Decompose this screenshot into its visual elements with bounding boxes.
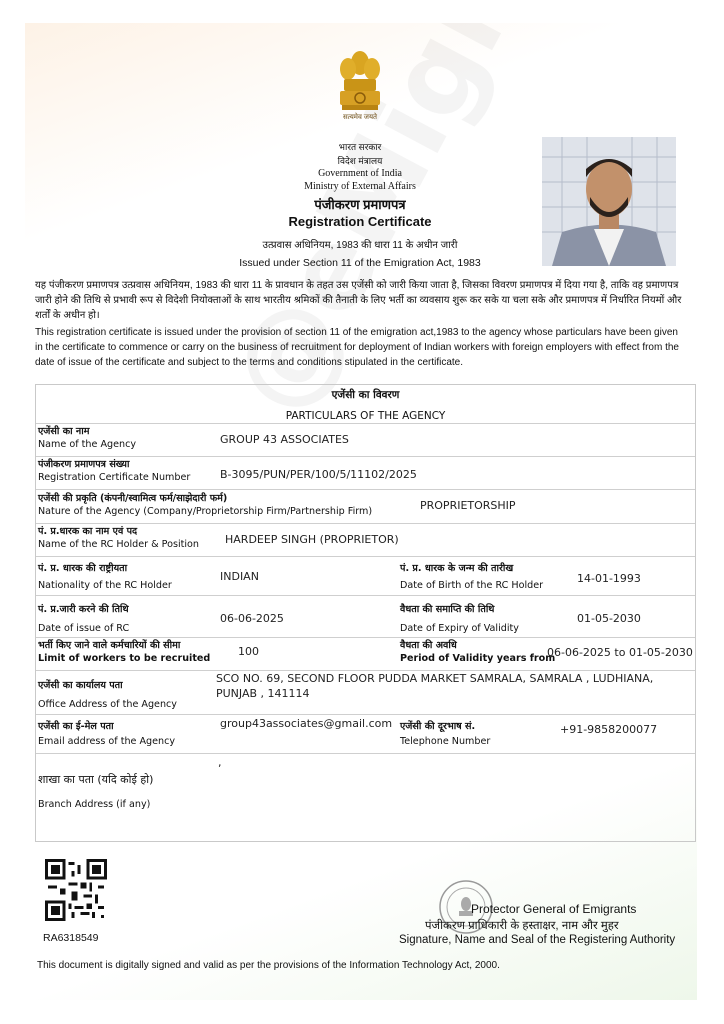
phone-label-en: Telephone Number [400,736,491,747]
rc-number-label-hi: पंजीकरण प्रमाणपत्र संख्या [38,459,130,470]
title-hi: पंजीकरण प्रमाणपत्र [314,197,406,212]
holder-label-en: Name of the RC Holder & Position [38,539,199,550]
emblem-motto: सत्यमेव जयते [342,114,378,121]
branch-value: , [218,756,222,769]
agency-name-value: GROUP 43 ASSOCIATES [220,433,349,446]
act-en: Issued under Section 11 of the Emigration Act, 1983 [239,257,481,269]
limit-value: 100 [238,645,259,658]
dob-label-hi: पं. प्र. धारक के जन्म की तारीख [400,563,514,574]
qr-reference-id: RA6318549 [43,932,99,944]
intro-english: This registration certificate is issued under the provision of section 11 of the emigration act,1983 to the agency whose particulars have been given in the certificate to commence or carry on the business of recruitment for deployment of Indian workers with foreign employers with effect from the date of issue of the certificate and subject to the terms and conditions stipulated in the certificate. [35,327,679,368]
branch-label-en: Branch Address (if any) [38,799,151,810]
row-branch-address [36,753,695,842]
period-value: 06-06-2025 to 01-05-2030 [547,646,693,659]
branch-label-hi: शाखा का पता (यदि कोई हो) [38,773,154,786]
qr-code-icon [45,859,107,921]
expiry-label-hi: वैधता की समाप्ति की तिथि [400,604,495,615]
email-label-en: Email address of the Agency [38,736,176,747]
row-nationality-dob [36,556,695,596]
row-rc-number [36,456,695,490]
phone-value: +91-9858200077 [560,723,658,736]
ministry-hi: विदेश मंत्रालय [337,156,383,166]
nationality-label-en: Nationality of the RC Holder [38,580,172,591]
holder-photo [542,137,676,266]
issue-label-hi: पं. प्र.जारी करने की तिथि [38,604,129,615]
period-label-hi: वैधता की अवधि [400,640,457,651]
issue-value: 06-06-2025 [220,612,284,625]
gov-en: Government of India [318,168,402,179]
office-label-hi: एजेंसी का कार्यालय पता [38,680,123,691]
office-value-line1: SCO NO. 69, SECOND FLOOR PUDDA MARKET SAMRALA, SAMRALA , LUDHIANA, [216,672,654,685]
period-label-en: Period of Validity years from [400,653,556,664]
expiry-label-en: Date of Expiry of Validity [400,623,519,634]
dob-value: 14-01-1993 [577,572,641,585]
signatory-name: Protector General of Emigrants [471,902,637,916]
holder-value: HARDEEP SINGH (PROPRIETOR) [225,533,399,546]
table-heading-en: PARTICULARS OF THE AGENCY [285,410,446,422]
ministry-en: Ministry of External Affairs [304,181,416,192]
row-rc-holder [36,523,695,557]
expiry-value: 01-05-2030 [577,612,641,625]
row-agency-name [36,423,695,457]
nature-value: PROPRIETORSHIP [420,499,516,512]
signatory-caption: Signature, Name and Seal of the Registering Authority [399,934,676,946]
nationality-label-hi: पं. प्र. धारक की राष्ट्रीयता [38,563,128,574]
nationality-value: INDIAN [220,570,259,583]
act-hi: उत्प्रवास अधिनियम, 1983 की धारा 11 के अधीन जारी [262,240,458,251]
gov-hi: भारत सरकार [338,142,382,152]
table-heading-hi: एजेंसी का विवरण [331,389,400,401]
digital-signature-note: This document is digitally signed and valid as per the provisions of the Information Technology Act, 2000. [37,960,500,971]
email-value: group43associates@gmail.com [220,717,393,730]
rc-number-label-en: Registration Certificate Number [38,472,191,483]
row-limit-period [36,637,695,671]
row-office-address [36,670,695,715]
signatory-hi: पंजीकरण प्राधिकारी के हस्ताक्षर, नाम और मुहर [425,920,619,932]
nature-label-en: Nature of the Agency (Company/Proprietorship Firm/Partnership Firm) [38,506,373,517]
agency-name-label-hi: एजेंसी का नाम [38,426,90,437]
rc-number-value: B-3095/PUN/PER/100/5/11102/2025 [220,468,417,481]
limit-label-en: Limit of workers to be recruited [38,653,211,664]
row-agency-nature [36,489,695,524]
row-email-phone [36,714,695,754]
email-label-hi: एजेंसी का ई-मेल पता [38,721,114,732]
intro-hindi: यह पंजीकरण प्रमाणपत्र उत्प्रवास अधिनियम, 1983 की धारा 11 के प्रावधान के तहत उस एजेंसी को जारी किया जाता है, जिसका विवरण प्रमाणपत्र में दिया गया है, ताकि वह प्रमाणपत्र जारी होने की तिथि से प्रभावी रूप से विदेशी नियोक्ताओं के साथ भारतीय श्रमिकों की तैनाती के लिए भर्ती का व्यवसाय शुरू कर सके या चला सके और प्रमाणपत्र में निर्धारित नियमों और शर्तों के अधीन हो। [35,280,682,321]
certificate-page [25,23,697,1000]
phone-label-hi: एजेंसी की दूरभाष सं. [400,721,476,732]
nature-label-hi: एजेंसी की प्रकृति (कंपनी/स्वामित्व फर्म/साझेदारी फर्म) [38,493,228,504]
issue-label-en: Date of issue of RC [38,623,130,634]
dob-label-en: Date of Birth of the RC Holder [400,580,544,591]
office-value-line2: PUNJAB , 141114 [216,687,310,700]
row-issue-expiry [36,595,695,638]
holder-label-hi: पं. प्र.धारक का नाम एवं पद [38,526,138,537]
office-label-en: Office Address of the Agency [38,699,177,710]
title-en: Registration Certificate [288,214,432,229]
agency-name-label-en: Name of the Agency [38,439,137,450]
limit-label-hi: भर्ती किए जाने वाले कर्मचारियों की सीमा [38,640,181,651]
particulars-table [35,384,696,842]
